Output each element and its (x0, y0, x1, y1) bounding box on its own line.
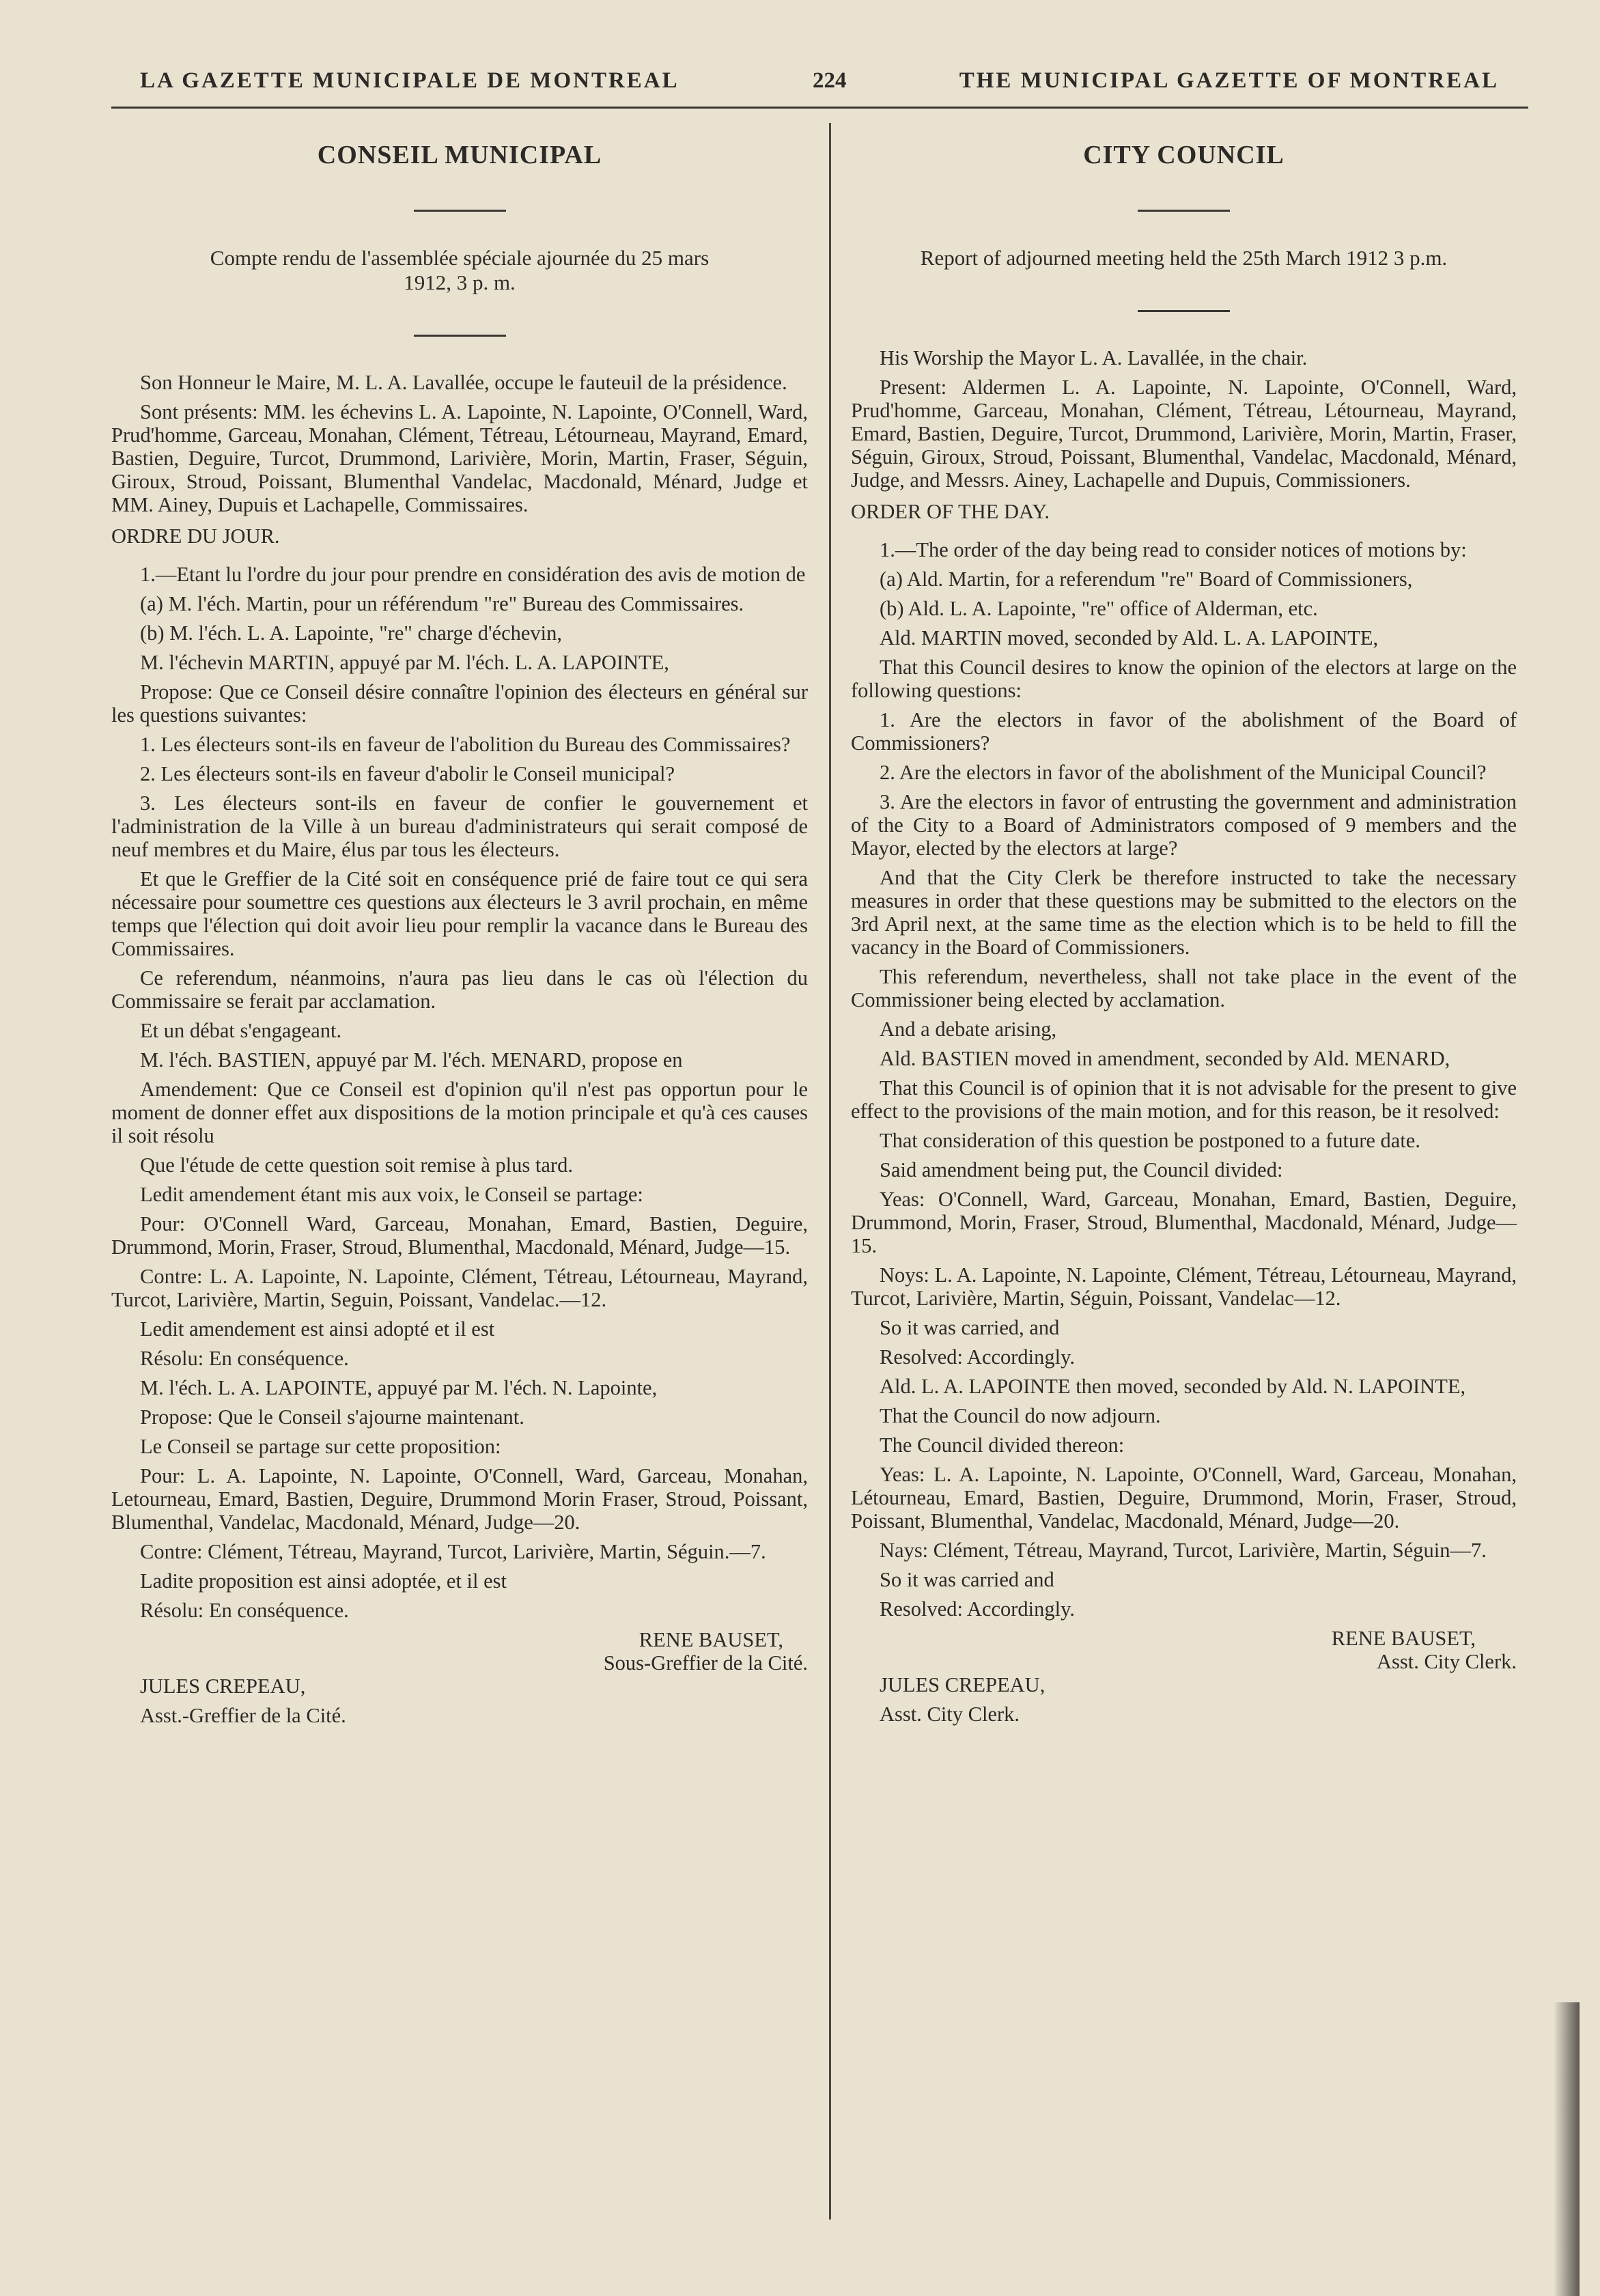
english-title: CITY COUNCIL (1083, 141, 1285, 169)
paragraph: Yeas: L. A. Lapointe, N. Lapointe, O'Connell, Ward, Garceau, Monahan, Létourneau, Emard, Bastien, Deguire, Drummond, Morin, Fraser, Stroud, Poissant, Blumenthal, Vandelac, Macdonald, Ménard, Judge—20. (851, 1463, 1517, 1532)
signature-name: JULES CREPEAU, (140, 1675, 306, 1698)
paragraph: Pour: L. A. Lapointe, N. Lapointe, O'Connell, Ward, Garceau, Monahan, Letourneau, Emard, Bastien, Deguire, Drummond Morin Fraser, Stroud, Poissant, Blumenthal, Vandelac, Macdonald, Ménard, Judge—20. (111, 1464, 808, 1534)
paragraph: Contre: Clément, Tétreau, Mayrand, Turcot, Larivière, Martin, Séguin.—7. (140, 1540, 766, 1563)
paragraph: Amendement: Que ce Conseil est d'opinion qu'il n'est pas opportun pour le moment de donner effet aux dispositions de la motion principale et qu'à ces causes il soit résolu (111, 1078, 808, 1147)
paragraph: So it was carried and (880, 1568, 1054, 1591)
paragraph: That consideration of this question be postponed to a future date. (880, 1129, 1420, 1152)
paragraph: Present: Aldermen L. A. Lapointe, N. Lapointe, O'Connell, Ward, Prud'homme, Garceau, Monahan, Clément, Tétreau, Létourneau, Mayrand, Emard, Bastien, Deguire, Turcot, Drummond, Larivière, Morin, Martin, Fraser, Séguin, Giroux, Stroud, Poissant, Blumenthal, Vandelac, Macdonald, Ménard, Judge, and Messrs. Ainey, Lachapelle and Dupuis, Commissioners. (851, 376, 1517, 492)
signature-title: Asst. City Clerk. (880, 1703, 1020, 1726)
french-title: CONSEIL MUNICIPAL (317, 141, 602, 169)
paragraph: 3. Are the electors in favor of entrusting the government and administration of the City to a Board of Administrators composed of 9 members and the Mayor, elected by the electors at large? (851, 790, 1517, 860)
header-left-title: LA GAZETTE MUNICIPALE DE MONTREAL (140, 68, 679, 93)
paragraph: His Worship the Mayor L. A. Lavallée, in the chair. (880, 346, 1308, 369)
page-header (140, 68, 1499, 109)
paragraph: Ce referendum, néanmoins, n'aura pas lieu dans le cas où l'élection du Commissaire se ferait par acclamation. (111, 966, 808, 1013)
paragraph: Ald. L. A. LAPOINTE then moved, seconded by Ald. N. LAPOINTE, (880, 1375, 1466, 1398)
binding-shadow (1554, 2002, 1580, 2296)
section-heading: ORDER OF THE DAY. (851, 500, 1050, 523)
french-column (111, 140, 808, 1733)
paragraph: Ald. BASTIEN moved in amendment, seconded by Ald. MENARD, (880, 1047, 1450, 1070)
paragraph: 2. Les électeurs sont-ils en faveur d'abolir le Conseil municipal? (140, 762, 675, 785)
paragraph: 3. Les électeurs sont-ils en faveur de confier le gouvernement et l'administration de la Ville à un bureau d'administrateurs qui serait composé de neuf membres et du Maire, élus par tous les électeurs. (111, 792, 808, 861)
column-divider (829, 123, 831, 2220)
signature-title: Sous-Greffier de la Cité. (603, 1651, 808, 1675)
french-body (111, 371, 808, 1727)
paragraph: Le Conseil se partage sur cette proposition: (140, 1435, 501, 1458)
signature-title: Asst. City Clerk. (1376, 1650, 1517, 1673)
paragraph: That this Council desires to know the opinion of the electors at large on the following questions: (851, 656, 1517, 702)
paragraph: Et que le Greffier de la Cité soit en conséquence prié de faire tout ce qui sera nécessaire pour soumettre ces questions aux électeurs le 3 avril prochain, en même temps que l'élection qui doit avoir lieu pour remplir la vacance dans le Bureau des Commissaires. (111, 867, 808, 960)
signature-name: RENE BAUSET, (1331, 1627, 1476, 1650)
paragraph: Pour: O'Connell Ward, Garceau, Monahan, Emard, Bastien, Deguire, Drummond, Morin, Fraser, Stroud, Blumenthal, Macdonald, Ménard, Judge—15. (111, 1212, 808, 1259)
paragraph: M. l'éch. L. A. LAPOINTE, appuyé par M. l'éch. N. Lapointe, (140, 1376, 658, 1399)
paragraph: Et un débat s'engageant. (140, 1019, 342, 1042)
paragraph: M. l'éch. BASTIEN, appuyé par M. l'éch. MENARD, propose en (140, 1048, 683, 1072)
paragraph: And that the City Clerk be therefore instructed to take the necessary measures in order that these questions may be submitted to the electors on the 3rd April next, at the same time as the election which is to be held to fill the vacancy in the Board of Commissioners. (851, 866, 1517, 959)
paragraph: The Council divided thereon: (880, 1433, 1125, 1457)
header-right-title: THE MUNICIPAL GAZETTE OF MONTREAL (959, 68, 1499, 93)
paragraph: Résolu: En conséquence. (140, 1347, 349, 1370)
paragraph: Sont présents: MM. les échevins L. A. Lapointe, N. Lapointe, O'Connell, Ward, Prud'homme, Garceau, Monahan, Clément, Tétreau, Létourneau, Mayrand, Emard, Bastien, Deguire, Turcot, Drummond, Larivière, Morin, Martin, Fraser, Séguin, Giroux, Stroud, Poissant, Blumenthal Vandelac, Macdonald, Ménard, Judge et MM. Ainey, Dupuis et Lachapelle, Commissaires. (111, 400, 808, 516)
english-body (851, 346, 1517, 1726)
signature-name: RENE BAUSET, (638, 1628, 783, 1651)
paragraph: Que l'étude de cette question soit remise à plus tard. (140, 1153, 573, 1177)
paragraph: Ladite proposition est ainsi adoptée, et il est (140, 1569, 507, 1593)
signature-name: JULES CREPEAU, (880, 1673, 1045, 1696)
paragraph: That the Council do now adjourn. (880, 1404, 1161, 1427)
paragraph: And a debate arising, (880, 1018, 1057, 1041)
title-rule (414, 210, 506, 212)
paragraph: (a) Ald. Martin, for a referendum "re" Board of Commissioners, (880, 568, 1413, 591)
paragraph: 1.—Etant lu l'ordre du jour pour prendre en considération des avis de motion de (140, 563, 806, 586)
header-rule (111, 107, 1528, 109)
paragraph: So it was carried, and (880, 1316, 1060, 1339)
paragraph: Contre: L. A. Lapointe, N. Lapointe, Clément, Tétreau, Létourneau, Mayrand, Turcot, Larivière, Martin, Seguin, Poissant, Vandelac.—12. (111, 1265, 808, 1311)
paragraph: (b) M. l'éch. L. A. Lapointe, "re" charge d'échevin, (140, 621, 562, 645)
paragraph: Propose: Que ce Conseil désire connaître l'opinion des électeurs en général sur les questions suivantes: (111, 680, 808, 727)
paragraph: Resolved: Accordingly. (880, 1345, 1076, 1369)
paragraph: Propose: Que le Conseil s'ajourne maintenant. (140, 1405, 524, 1429)
paragraph: (b) Ald. L. A. Lapointe, "re" office of Alderman, etc. (880, 597, 1318, 620)
paragraph: Yeas: O'Connell, Ward, Garceau, Monahan, Emard, Bastien, Deguire, Drummond, Morin, Fraser, Stroud, Blumenthal, Macdonald, Ménard, Judge—15. (851, 1188, 1517, 1257)
paragraph: Noys: L. A. Lapointe, N. Lapointe, Clément, Tétreau, Létourneau, Mayrand, Turcot, Larivière, Martin, Séguin, Poissant, Vandelac—12. (851, 1263, 1517, 1310)
english-subtitle: Report of adjourned meeting held the 25th March 1912 3 p.m. (920, 246, 1448, 270)
paragraph: Resolved: Accordingly. (880, 1597, 1076, 1621)
paragraph: Nays: Clément, Tétreau, Mayrand, Turcot, Larivière, Martin, Séguin—7. (880, 1539, 1487, 1562)
paragraph: Ledit amendement est ainsi adopté et il est (140, 1317, 495, 1341)
paragraph: Résolu: En conséquence. (140, 1599, 349, 1622)
paragraph: Son Honneur le Maire, M. L. A. Lavallée, occupe le fauteuil de la présidence. (140, 371, 787, 394)
signature-title: Asst.-Greffier de la Cité. (140, 1704, 346, 1727)
paragraph: 1. Are the electors in favor of the abolishment of the Board of Commissioners? (851, 708, 1517, 755)
page-number: 224 (813, 68, 847, 93)
paragraph: Ledit amendement étant mis aux voix, le Conseil se partage: (140, 1183, 643, 1206)
french-subtitle: Compte rendu de l'assemblée spéciale ajournée du 25 mars 1912, 3 p. m. (210, 246, 710, 294)
paragraph: This referendum, nevertheless, shall not take place in the event of the Commissioner being elected by acclamation. (851, 965, 1517, 1011)
paragraph: That this Council is of opinion that it is not advisable for the present to give effect to the provisions of the main motion, and for this reason, be it resolved: (851, 1076, 1517, 1123)
paragraph: Said amendment being put, the Council divided: (880, 1158, 1283, 1181)
title-rule (1138, 210, 1230, 212)
english-column (851, 140, 1517, 1732)
paragraph: 2. Are the electors in favor of the abolishment of the Municipal Council? (880, 761, 1487, 784)
paragraph: M. l'échevin MARTIN, appuyé par M. l'éch. L. A. LAPOINTE, (140, 651, 669, 674)
section-heading: ORDRE DU JOUR. (111, 524, 280, 548)
paragraph: Ald. MARTIN moved, seconded by Ald. L. A. LAPOINTE, (880, 626, 1379, 649)
paragraph: 1. Les électeurs sont-ils en faveur de l'abolition du Bureau des Commissaires? (140, 733, 791, 756)
paragraph: (a) M. l'éch. Martin, pour un référendum "re" Bureau des Commissaires. (140, 592, 744, 615)
subtitle-rule (414, 335, 506, 337)
paragraph: 1.—The order of the day being read to consider notices of motions by: (880, 538, 1467, 561)
subtitle-rule (1138, 310, 1230, 312)
